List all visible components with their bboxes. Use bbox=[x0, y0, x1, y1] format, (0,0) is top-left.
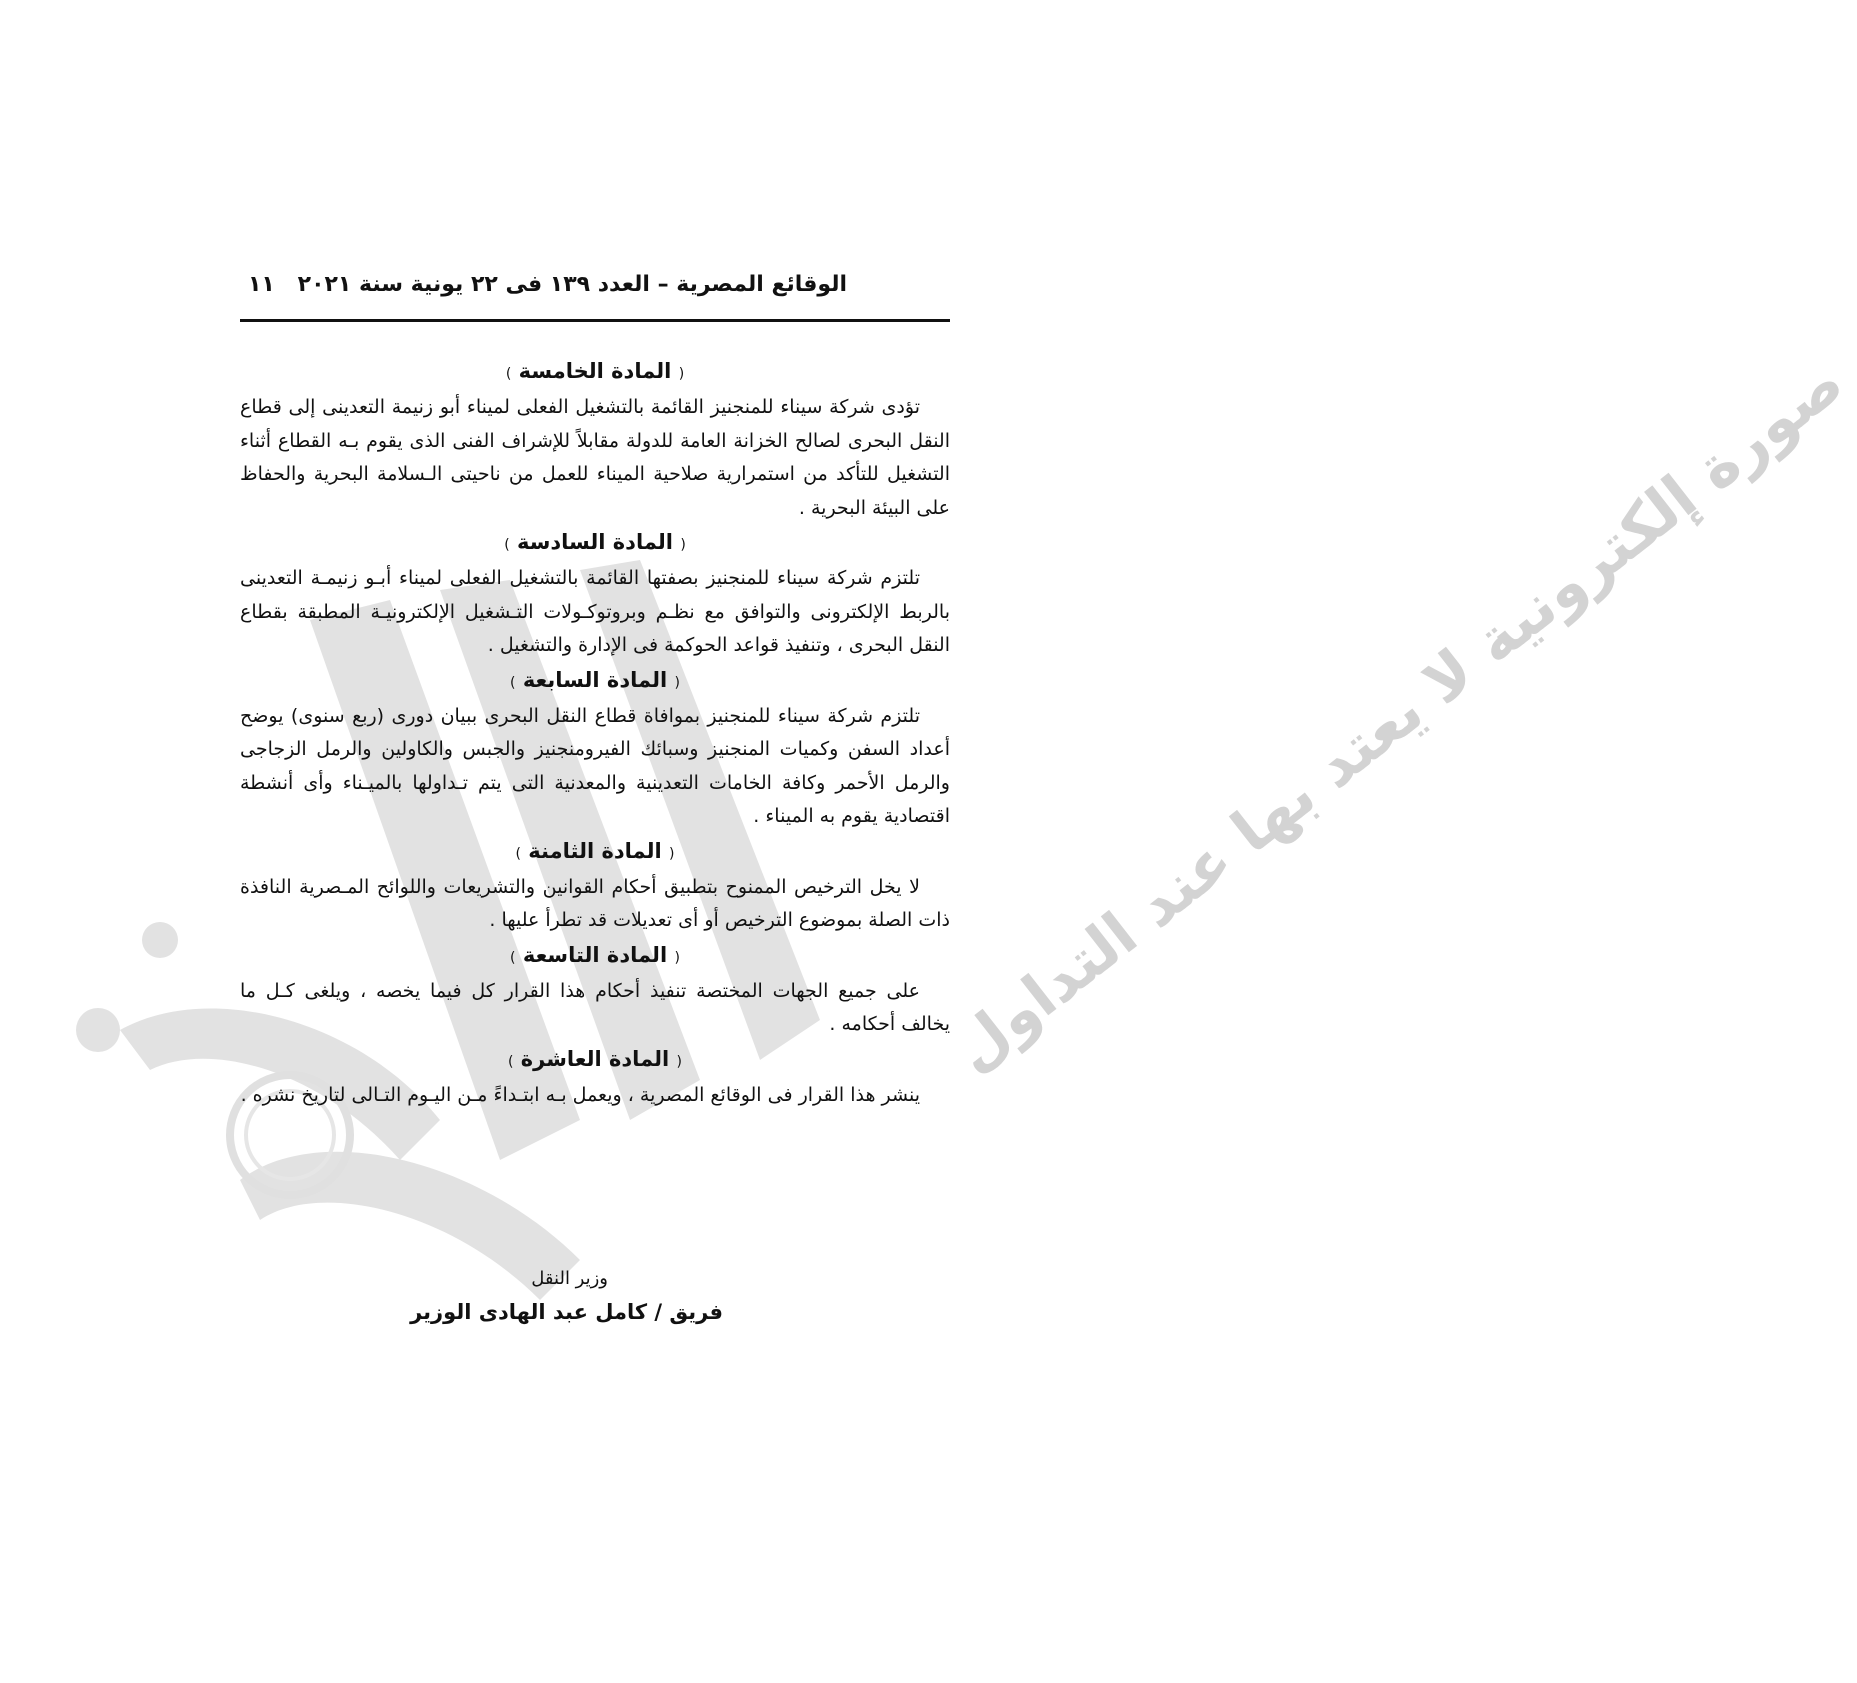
article-7 bbox=[240, 663, 950, 834]
document-body bbox=[240, 354, 950, 1112]
article-5 bbox=[240, 354, 950, 525]
article-8 bbox=[240, 834, 950, 938]
article-heading: ( المادة السابعة ) bbox=[510, 667, 680, 692]
article-paragraph: لا يخل الترخيص الممنوح بتطبيق أحكام القوانين والتشريعات واللوائح المـصرية النافذة ذات الصلة بموضوع الترخيص أو أى تعديلات قد تطرأ عليها . bbox=[240, 875, 950, 931]
watermark-dot-icon bbox=[76, 1008, 120, 1052]
watermark-text: صورة إلكترونية لا يعتد بها عند التداول bbox=[940, 347, 1857, 1086]
article-paragraph: على جميع الجهات المختصة تنفيذ أحكام هذا القرار كل فيما يخصه ، ويلغى كـل ما يخالف أحكامه . bbox=[240, 979, 950, 1035]
article-9 bbox=[240, 938, 950, 1042]
gazette-title: الوقائع المصرية – العدد ١٣٩ فى ٢٢ يونية سنة ٢٠٢١ bbox=[297, 272, 847, 297]
header-divider bbox=[240, 319, 950, 322]
signatory-name: فريق / كامل عبد الهادى الوزير bbox=[410, 1300, 723, 1324]
article-paragraph: تلتزم شركة سيناء للمنجنيز بصفتها القائمة بالتشغيل الفعلى لميناء أبـو زنيمـة التعدينى بالربط الإلكترونى والتوافق مع نظـم وبروتوكـولات التـشغيل الإلكترونيـة المطبقة بقطاع النقل البحرى ، وتنفيذ قواعد الحوكمة فى الإدارة والتشغيل . bbox=[240, 567, 950, 656]
article-heading: ( المادة الثامنة ) bbox=[515, 838, 675, 863]
article-6 bbox=[240, 525, 950, 663]
article-10 bbox=[240, 1042, 950, 1113]
article-heading: ( المادة التاسعة ) bbox=[510, 942, 680, 967]
signatory-title: وزير النقل bbox=[531, 1268, 608, 1289]
article-heading: ( المادة الخامسة ) bbox=[505, 359, 685, 383]
page-header bbox=[240, 272, 950, 312]
article-heading: ( المادة العاشرة ) bbox=[507, 1046, 683, 1071]
article-paragraph: ينشر هذا القرار فى الوقائع المصرية ، ويعمل بـه ابتـداءً مـن اليـوم التـالى لتاريخ نشره . bbox=[240, 1083, 920, 1106]
article-heading: ( المادة السادسة ) bbox=[504, 530, 686, 554]
page-number: ١١ bbox=[248, 272, 275, 297]
article-paragraph: تؤدى شركة سيناء للمنجنيز القائمة بالتشغيل الفعلى لميناء أبو زنيمة التعدينى إلى قطاع النقل البحرى لصالح الخزانة العامة للدولة مقابلاً للإشراف الفنى الذى يقوم بـه القطاع أثناء التشغيل للتأكد من استمرارية صلاحية الميناء للعمل من ناحيتى الـسلامة البحرية والحفاظ على البيئة البحرية . bbox=[240, 396, 950, 519]
article-paragraph: تلتزم شركة سيناء للمنجنيز بموافاة قطاع النقل البحرى ببيان دورى (ربع سنوى) يوضح أعداد السفن وكميات المنجنيز وسبائك الفيرومنجنيز والجبس والكاولين والرمل الزجاجى والرمل الأحمر وكافة الخامات التعدينية والمعدنية التى يتم تـداولها بالميـناء وأى أنشطة اقتصادية يقوم به الميناء . bbox=[240, 704, 950, 827]
